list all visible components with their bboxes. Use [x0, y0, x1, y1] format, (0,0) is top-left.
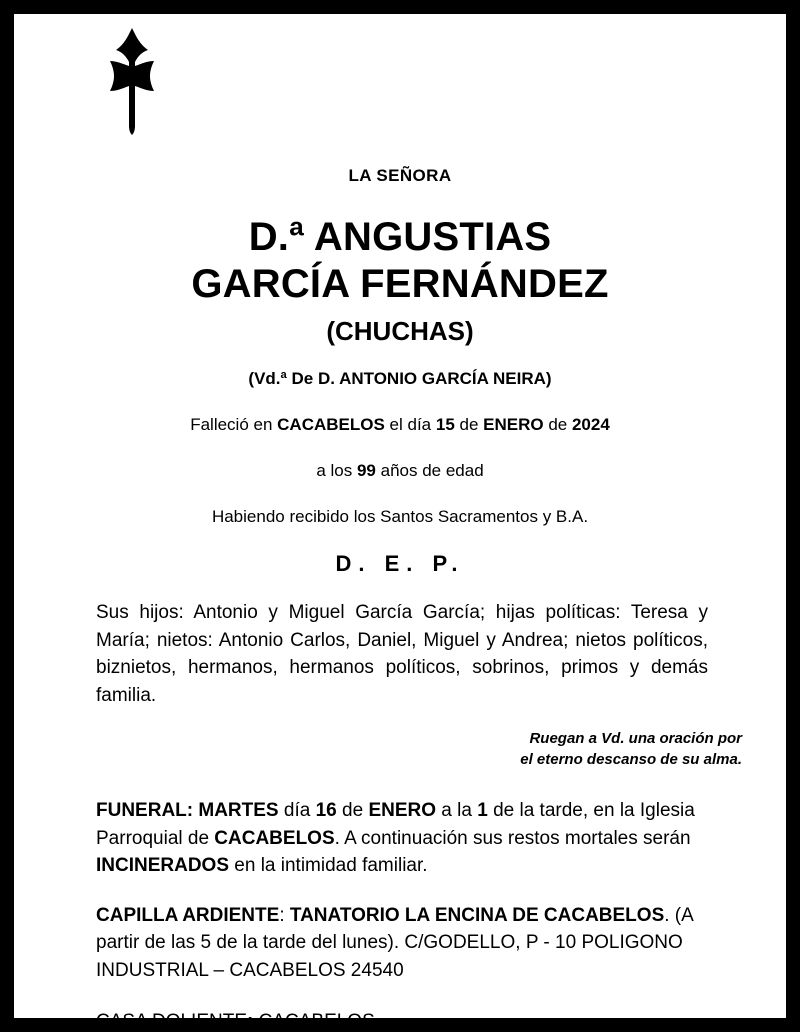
funeral-paragraph: [14, 797, 786, 880]
funeral-hour: 1: [477, 800, 488, 822]
prayer-line1: Ruegan a Vd. una oración por: [529, 729, 742, 747]
deceased-name-line1: D.ª ANGUSTIAS: [248, 215, 552, 259]
deceased-name: [14, 214, 786, 308]
death-month: ENERO: [483, 415, 544, 435]
age-value: 99: [356, 461, 376, 481]
widow-of-line: (Vd.ª De D. ANTONIO GARCÍA NEIRA): [248, 369, 552, 389]
age-prefix: a los: [316, 461, 357, 481]
funeral-t5: . A continuación sus restos mortales serán: [334, 827, 691, 849]
home-value: CACABELOS: [258, 1011, 375, 1033]
obituary-sheet: [14, 14, 786, 1033]
chapel-sep: :: [279, 904, 290, 926]
death-prefix: Falleció en: [190, 415, 278, 435]
page-title-label: LA SEÑORA: [348, 166, 452, 185]
death-line: [14, 415, 786, 435]
home-sep: :: [247, 1011, 259, 1033]
age-suffix: años de edad: [375, 461, 484, 481]
death-of2: de: [543, 415, 572, 435]
home-label: CASA DOLIENTE: [96, 1011, 247, 1033]
funeral-day: 16: [315, 800, 337, 822]
chapel-details: . (A partir de las 5 de la tarde del lunes). C/GODELLO, P - 10 POLIGONO INDUSTRIAL – CACABELOS 24540: [96, 904, 693, 981]
family-paragraph: Sus hijos: Antonio y Miguel García García; hijas políticas: Teresa y María; nietos: Antonio Carlos, Daniel, Miguel y Andrea; nietos políticos, biznietos, hermanos, hermanos políticos, sobrinos, primos y demás familia.: [96, 602, 708, 707]
dep-line: D. E. P.: [335, 551, 465, 577]
funeral-place: CACABELOS: [214, 827, 335, 849]
chapel-venue: TANATORIO LA ENCINA DE CACABELOS: [289, 904, 665, 926]
funeral-label: FUNERAL: MARTES: [96, 800, 279, 822]
prayer-note: [14, 728, 786, 772]
chapel-paragraph: [14, 902, 786, 985]
death-mid: el día: [384, 415, 436, 435]
prayer-line2: el eterno descanso de su alma.: [520, 751, 742, 769]
death-of: de: [454, 415, 484, 435]
death-place: CACABELOS: [277, 415, 385, 435]
deceased-nickname: (CHUCHAS): [326, 316, 474, 347]
deceased-name-line2: GARCÍA FERNÁNDEZ: [191, 262, 609, 307]
funeral-t2: de: [336, 800, 369, 822]
obituary-content: [14, 14, 786, 1036]
funeral-t3: a la: [436, 800, 478, 822]
funeral-t4: de la tarde, en la Iglesia Parroquial de: [96, 800, 695, 849]
funeral-action: INCINERADOS: [96, 855, 230, 877]
funeral-t1: día: [278, 800, 316, 822]
funeral-month: ENERO: [368, 800, 437, 822]
funeral-t6: en la intimidad familiar.: [229, 855, 428, 877]
sacraments-line: Habiendo recibido los Santos Sacramentos y B.A.: [211, 507, 589, 527]
death-year: 2024: [571, 415, 610, 435]
age-line: [14, 461, 786, 481]
chapel-label: CAPILLA ARDIENTE: [96, 904, 280, 926]
death-day: 15: [435, 415, 455, 435]
